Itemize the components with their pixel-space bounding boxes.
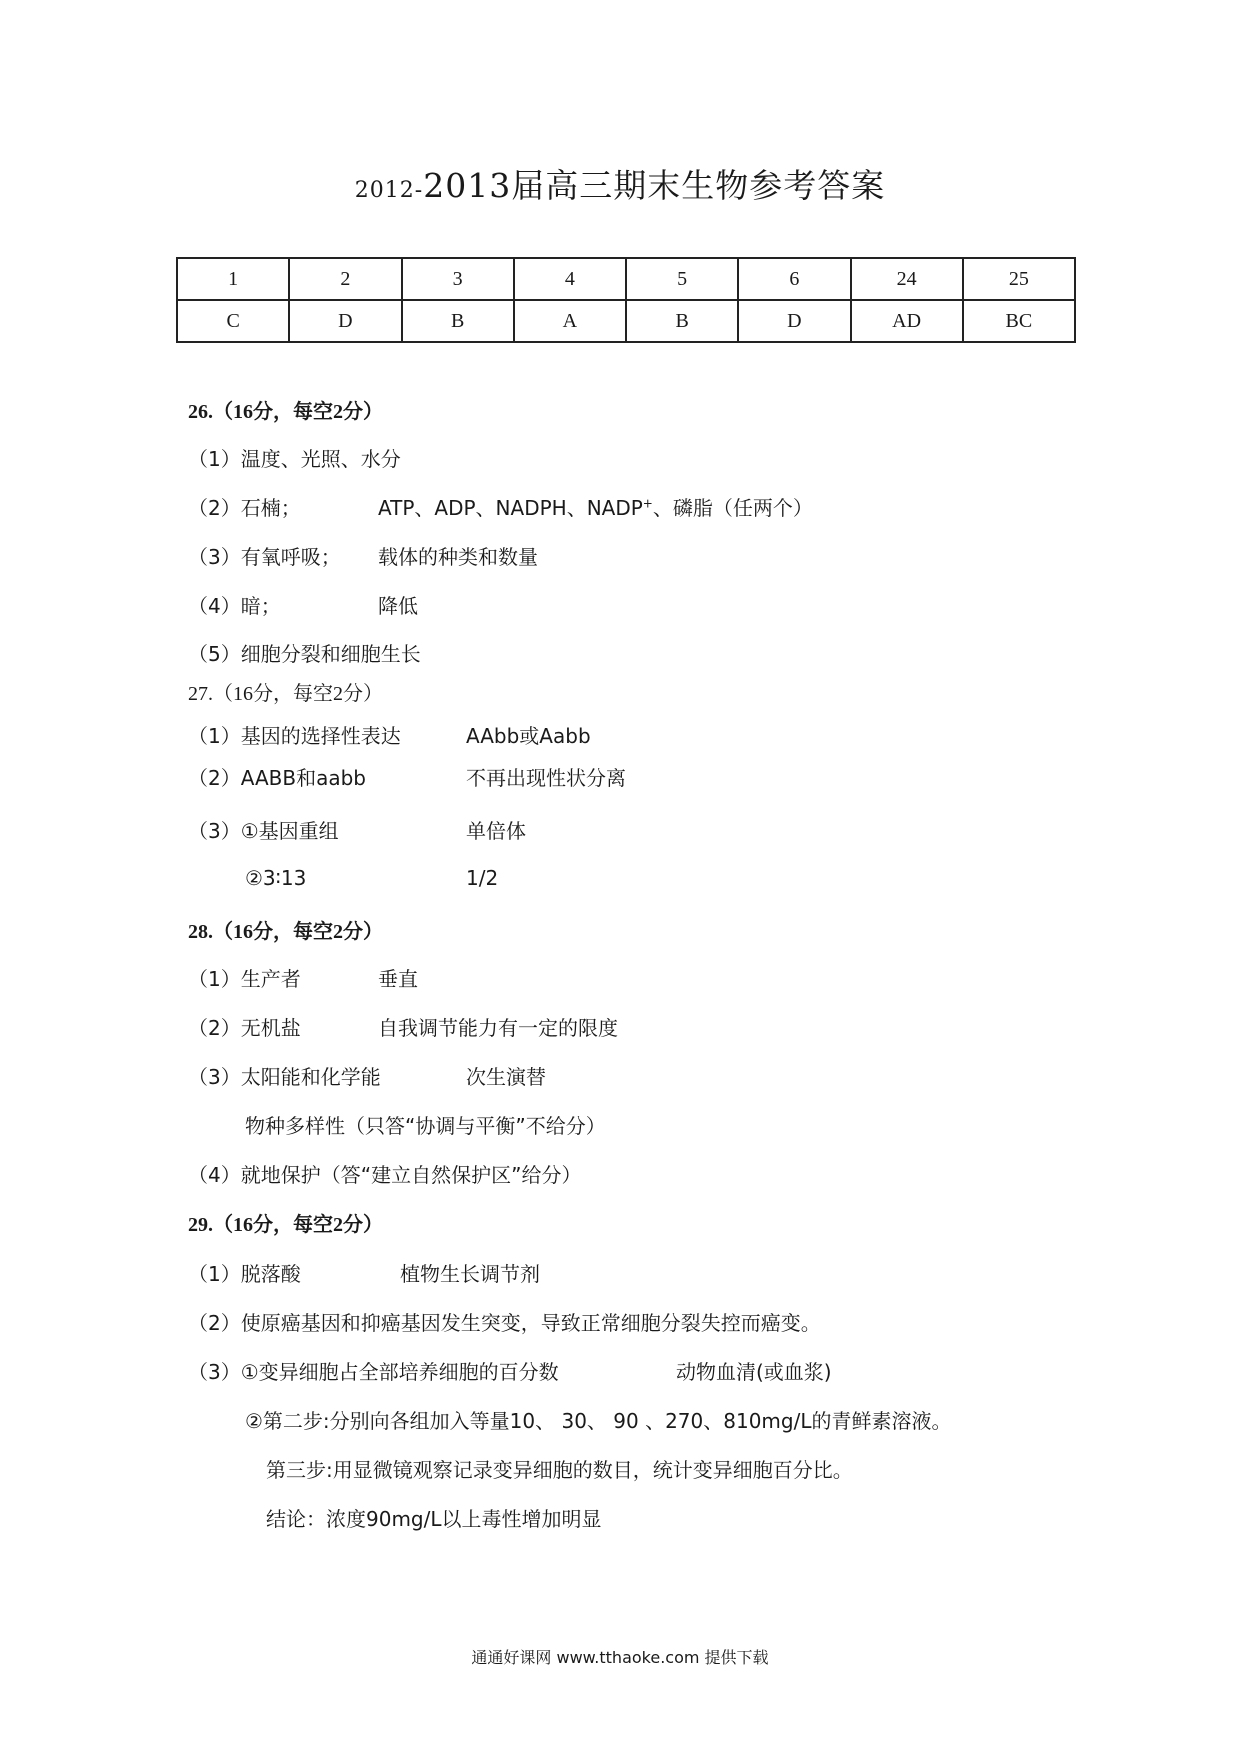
q27-answer-1b: AAbb或Aabb	[466, 724, 591, 748]
q28-answer-1b: 垂直	[378, 967, 418, 991]
table-cell: 24	[851, 258, 963, 300]
q26-answer-4b: 降低	[378, 594, 418, 618]
q26-answer-1: （1）温度、光照、水分	[188, 447, 401, 471]
q27-answer-3b: 单倍体	[466, 819, 526, 843]
answer-table	[176, 257, 1076, 343]
table-cell: 25	[963, 258, 1075, 300]
answer-table-number-row	[177, 258, 1075, 300]
q28-answer-2a: （2）无机盐	[188, 1016, 301, 1040]
table-cell: 4	[514, 258, 626, 300]
q29-header: 29.（16分，每空2分）	[188, 1214, 383, 1236]
table-cell: 3	[402, 258, 514, 300]
q26-answer-2b-text: ATP、ADP、NADPH、NADP	[378, 496, 643, 520]
q27-answer-4a: ②3∶13	[245, 866, 307, 890]
q27-answer-3a: （3）①基因重组	[188, 819, 339, 843]
q28-answer-1a: （1）生产者	[188, 967, 301, 991]
q29-answer-3a: （3）①变异细胞占全部培养细胞的百分数	[188, 1360, 559, 1384]
page-title	[0, 160, 1240, 207]
q26-answer-2c-text: 、磷脂（任两个）	[652, 496, 813, 520]
table-cell: 5	[626, 258, 738, 300]
table-cell: 1	[177, 258, 289, 300]
q27-answer-2b: 不再出现性状分离	[466, 766, 626, 790]
answer-table-answer-row	[177, 300, 1075, 342]
q28-header: 28.（16分，每空2分）	[188, 921, 383, 943]
q29-answer-6: 结论：浓度90mg/L以上毒性增加明显	[266, 1507, 602, 1531]
q29-answer-1a: （1）脱落酸	[188, 1262, 301, 1286]
q26-answer-3b: 载体的种类和数量	[378, 545, 538, 569]
table-cell: BC	[963, 300, 1075, 342]
q26-header: 26.（16分，每空2分）	[188, 401, 383, 423]
table-cell: 6	[738, 258, 850, 300]
q27-answer-4b: 1/2	[466, 866, 499, 890]
q28-answer-3a: （3）太阳能和化学能	[188, 1065, 381, 1089]
title-year-prefix: 2012-	[354, 178, 424, 203]
page-footer: 通通好课网 www.tthaoke.com 提供下载	[471, 1648, 769, 1667]
q26-answer-3a: （3）有氧呼吸；	[188, 545, 341, 569]
table-cell: 2	[289, 258, 401, 300]
table-cell: B	[402, 300, 514, 342]
q29-answer-2: （2）使原癌基因和抑癌基因发生突变，导致正常细胞分裂失控而癌变。	[188, 1311, 821, 1335]
q26-answer-2a: （2）石楠；	[188, 496, 301, 520]
q29-answer-5: 第三步:用显微镜观察记录变异细胞的数目，统计变异细胞百分比。	[266, 1458, 853, 1482]
q27-header: 27.（16分，每空2分）	[188, 683, 383, 705]
table-cell: C	[177, 300, 289, 342]
q26-answer-2b	[378, 492, 813, 521]
q26-answer-2b-sup: +	[642, 496, 653, 511]
title-main: 2013届高三期末生物参考答案	[423, 166, 886, 205]
q28-answer-2b: 自我调节能力有一定的限度	[378, 1016, 618, 1040]
q27-answer-1a: （1）基因的选择性表达	[188, 724, 401, 748]
q28-answer-5: （4）就地保护（答“建立自然保护区”给分）	[188, 1163, 582, 1187]
q28-answer-3b: 次生演替	[466, 1065, 546, 1089]
q27-answer-2a: （2）AABB和aabb	[188, 766, 366, 790]
q28-answer-4: 物种多样性（只答“协调与平衡”不给分）	[245, 1114, 606, 1138]
q29-answer-3b: 动物血清(或血浆)	[676, 1360, 832, 1384]
q29-answer-4: ②第二步:分别向各组加入等量10、 30、 90 、270、810mg/L的青鲜素溶液。	[245, 1409, 952, 1433]
table-cell: AD	[851, 300, 963, 342]
q26-answer-5: （5）细胞分裂和细胞生长	[188, 642, 421, 666]
table-cell: D	[738, 300, 850, 342]
q29-answer-1b: 植物生长调节剂	[400, 1262, 540, 1286]
table-cell: B	[626, 300, 738, 342]
table-cell: D	[289, 300, 401, 342]
q26-answer-4a: （4）暗；	[188, 594, 281, 618]
table-cell: A	[514, 300, 626, 342]
